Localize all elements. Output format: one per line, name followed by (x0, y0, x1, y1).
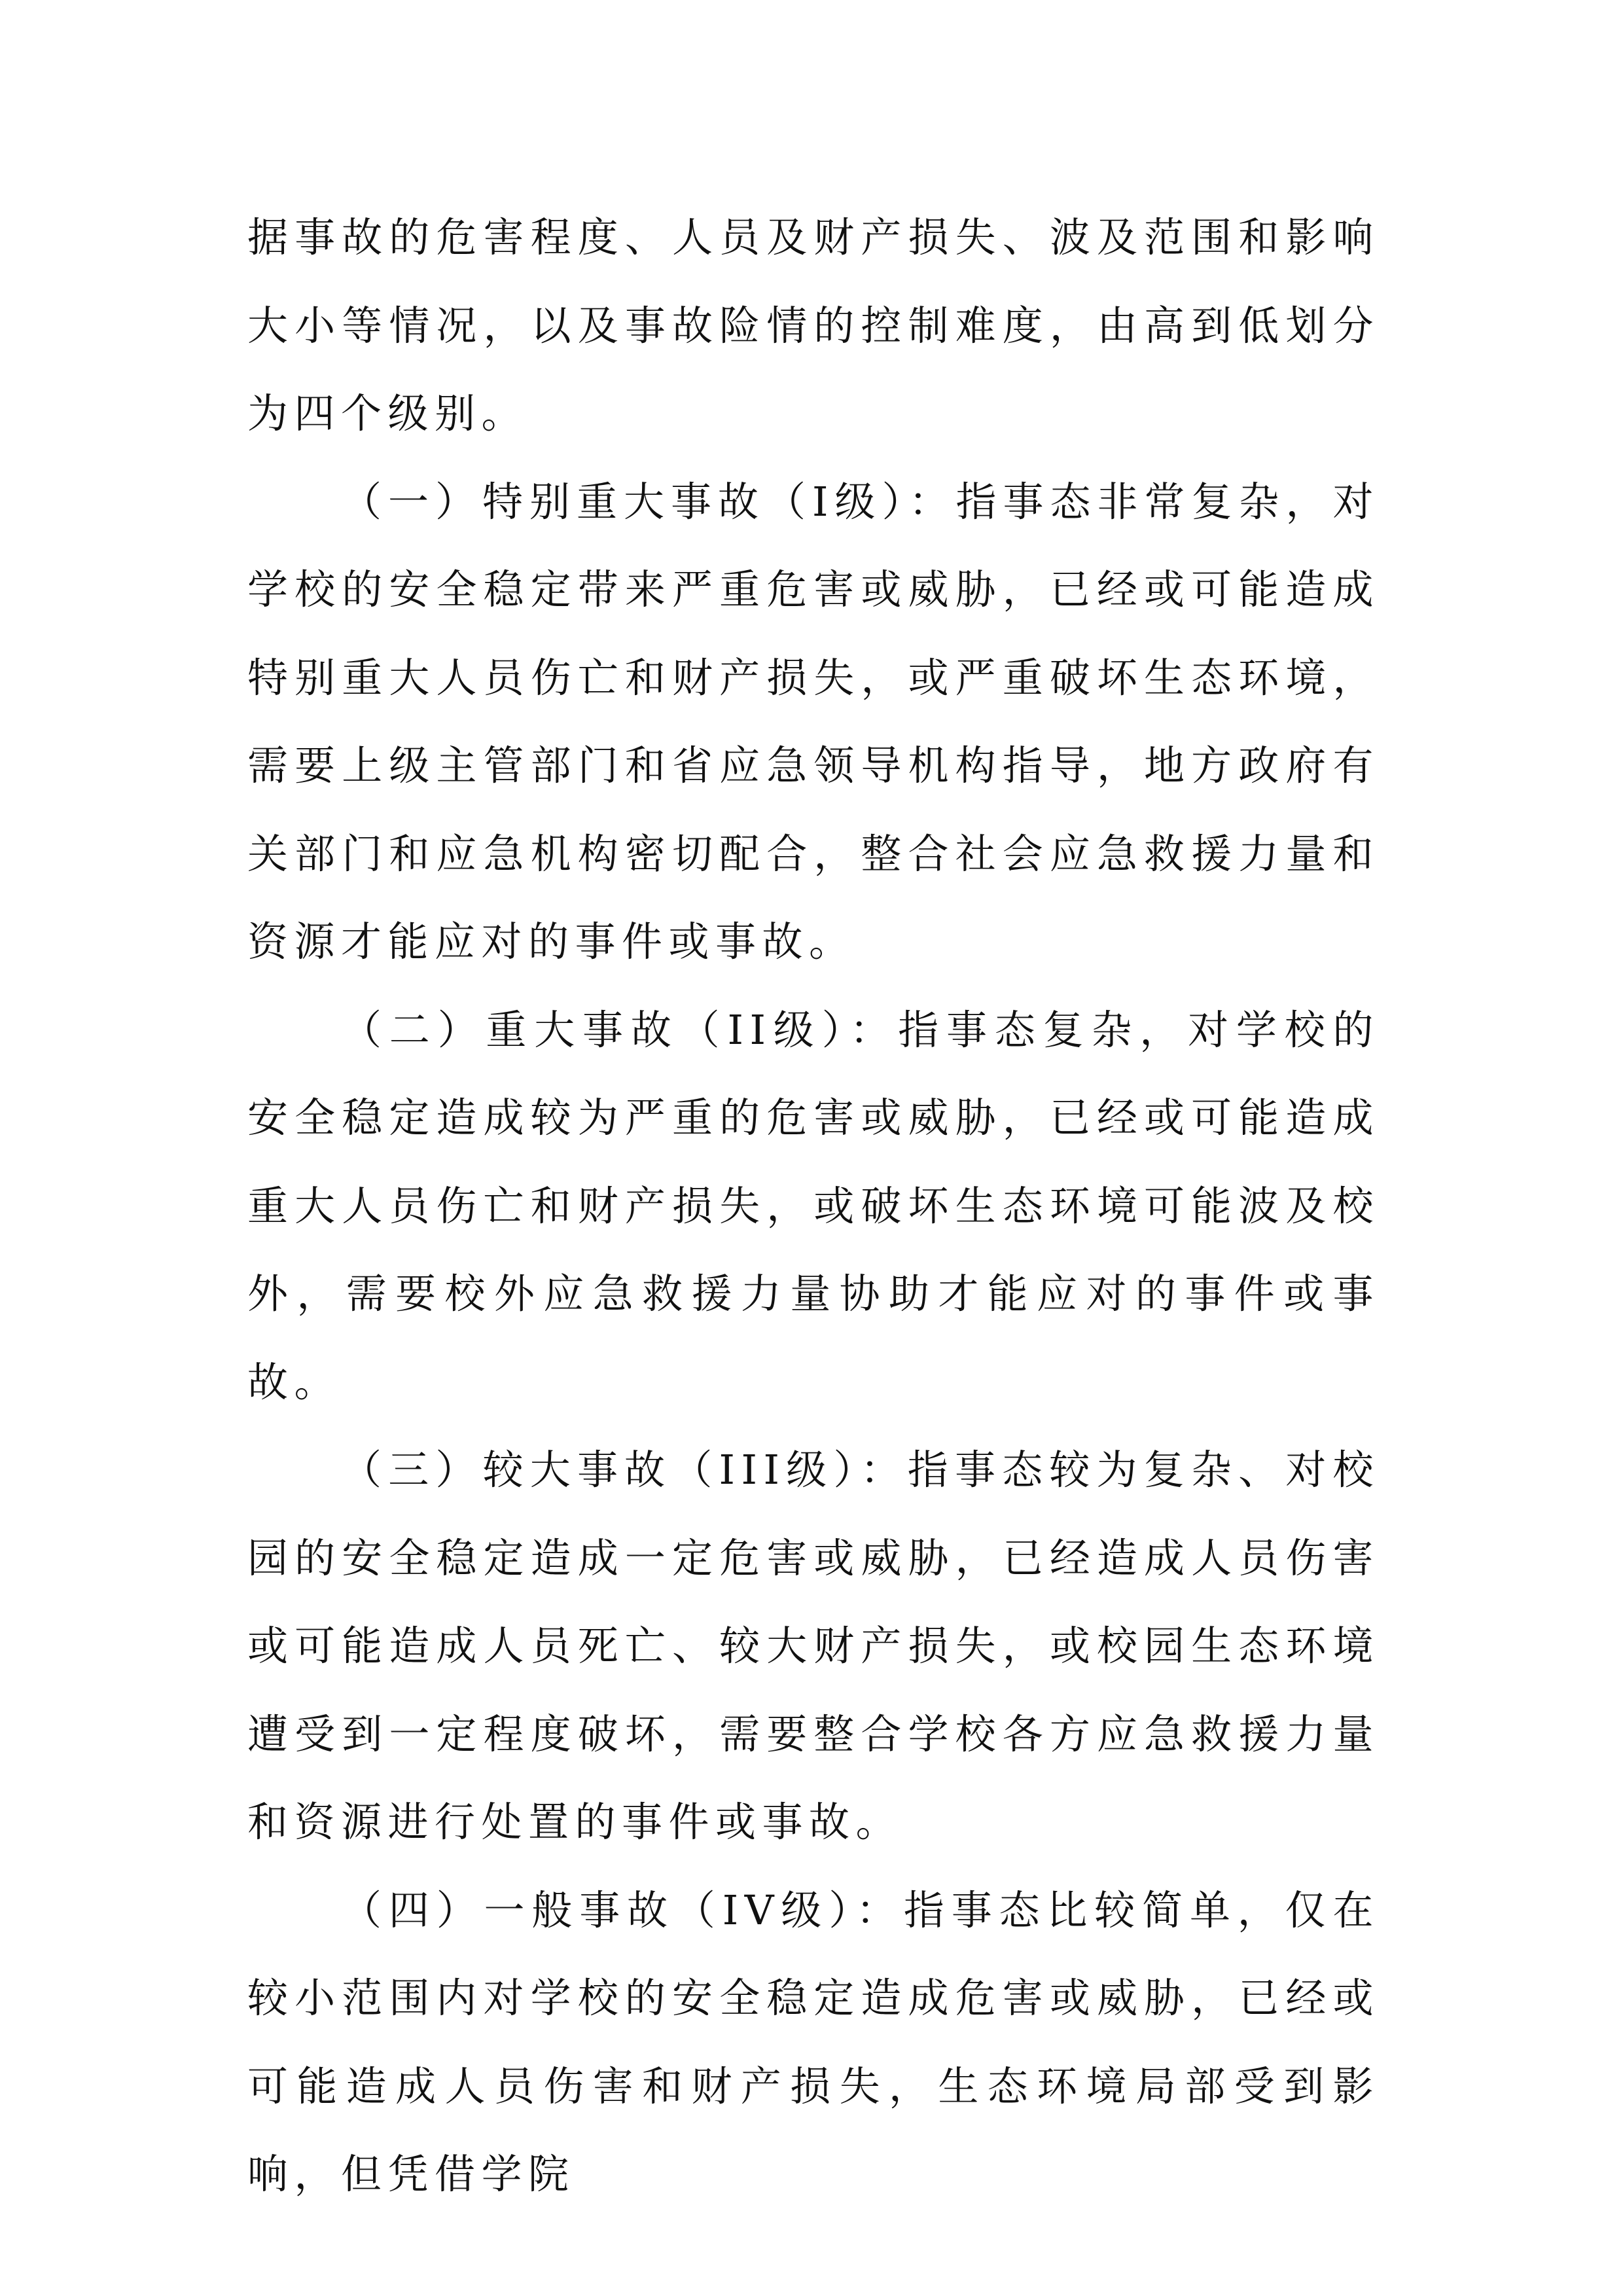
paragraph-level-1: （一）特别重大事故（I级）：指事态非常复杂，对学校的安全稳定带来严重危害或威胁，已经或可能造成特别重大人员伤亡和财产损失，或严重破坏生态环境，需要上级主管部门和省应急领导机构指导，地方政府有关部门和应急机构密切配合，整合社会应急救援力量和资源才能应对的事件或事故。 (247, 477, 1380, 965)
paragraph-continuation: 据事故的危害程度、人员及财产损失、波及范围和影响大小等情况，以及事故险情的控制难度，由高到低划分为四个级别。 (247, 213, 1380, 437)
document-body (247, 194, 1380, 2219)
paragraph-level-3: （三）较大事故（III级）：指事态较为复杂、对校园的安全稳定造成一定危害或威胁，已经造成人员伤害或可能造成人员死亡、较大财产损失，或校园生态环境遭受到一定程度破坏，需要整合学校各方应急救援力量和资源进行处置的事件或事故。 (247, 1446, 1380, 1846)
paragraph-level-4: （四）一般事故（IV级）：指事态比较简单，仅在较小范围内对学校的安全稳定造成危害或威胁，已经或可能造成人员伤害和财产损失，生态环境局部受到影响，但凭借学院 (247, 1886, 1380, 2198)
paragraph-level-2: （二）重大事故（II级）：指事态复杂，对学校的安全稳定造成较为严重的危害或威胁，已经或可能造成重大人员伤亡和财产损失，或破坏生态环境可能波及校外，需要校外应急救援力量协助才能应对的事件或事故。 (247, 1005, 1380, 1406)
